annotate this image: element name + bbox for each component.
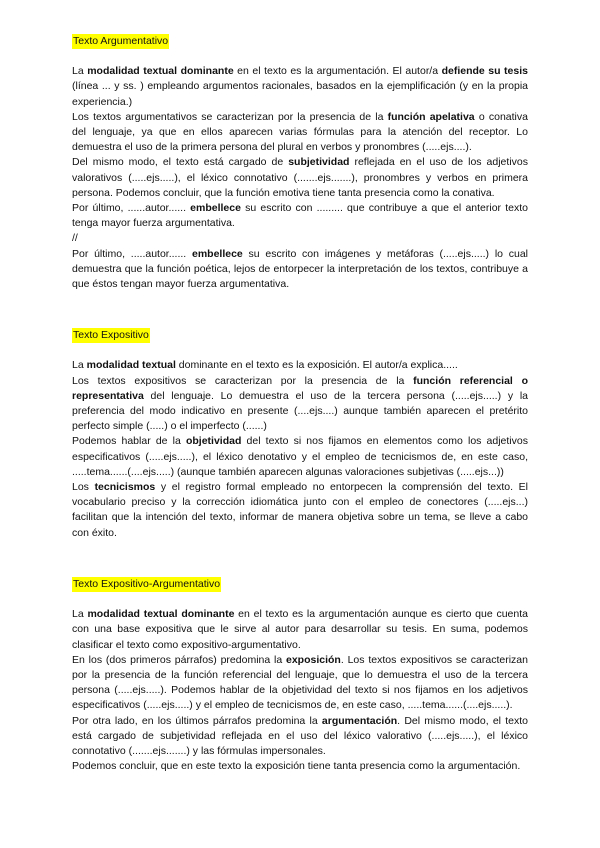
text-run: // bbox=[72, 232, 78, 245]
text-run: y el registro formal empleado no entorpecen la comprensión del texto. El vocabulario preciso y la corrección idiomática junto con el empleo de conectores (.....ejs...) facilitan que la intención del texto, informar de manera objetiva sobre un tema, se lleve a cabo con éxito. bbox=[72, 481, 528, 539]
text-run: reflejada en el uso de los adjetivos valorativos (.....ejs.....), el léxico connotativo (.......ejs.......), pronombres y verbos en primera persona. Podemos concluir, que la función emotiva tiene tanta presencia como la conativa. bbox=[72, 156, 528, 199]
bold-term: objetividad bbox=[185, 435, 242, 448]
text-run: . Los textos expositivos se caracterizan por la presencia de la función referencial del lenguaje, que lo demuestra el uso de la tercera persona (.....ejs.....). Podemos hablar de la objetividad del texto si nos fijamos en los adjetivos especificativos (.....ejs.....) y el empleo de tecnicismos de, en este caso, .....tema......(....ejs.....). bbox=[72, 653, 528, 712]
text-run: Por último, ......autor...... bbox=[72, 202, 191, 215]
section-heading: Texto Argumentativo bbox=[72, 34, 169, 49]
paragraph bbox=[72, 434, 528, 480]
section-body bbox=[72, 358, 528, 540]
section-heading: Texto Expositivo-Argumentativo bbox=[72, 577, 221, 592]
paragraph bbox=[72, 759, 528, 774]
paragraph bbox=[72, 374, 528, 435]
text-run: (línea ... y ss. ) empleando argumentos racionales, basados en la ejemplificación (y en la propia experiencia.) bbox=[72, 80, 528, 108]
paragraph bbox=[72, 155, 528, 201]
paragraph bbox=[72, 110, 528, 156]
text-run: Podemos hablar de la bbox=[72, 435, 186, 448]
text-run: En los (dos primeros párrafos) predomina la bbox=[72, 653, 286, 666]
section-expositivo bbox=[72, 328, 528, 541]
text-run: del lenguaje. Lo demuestra el uso de la tercera persona (.....ejs.....) y la preferencia del modo indicativo en presente (....ejs....) aunque también aparecen el pretérito perfecto simple (.....) o el imperfecto (......) bbox=[72, 389, 528, 433]
text-run: en el texto es la argumentación aunque es cierto que cuenta con una base expositiva que le sirve al autor para desarrollar su tesis. En suma, podemos clasificar el texto como expositivo-argumentativo. bbox=[72, 608, 528, 651]
bold-term: subjetividad bbox=[288, 156, 350, 169]
paragraph bbox=[72, 480, 528, 541]
paragraph bbox=[72, 607, 528, 653]
section-heading: Texto Expositivo bbox=[72, 328, 150, 343]
text-run: Podemos concluir, que en este texto la exposición tiene tanta presencia como la argumentación. bbox=[72, 760, 521, 773]
text-run: La bbox=[72, 359, 87, 372]
text-run: Por otra lado, en los últimos párrafos predomina la bbox=[72, 714, 322, 727]
text-run: . Del mismo modo, el texto está cargado de subjetividad reflejada en el uso del léxico valorativo (.....ejs.....), el léxico connotativo (.......ejs.......) y las fórmulas impersonales. bbox=[72, 714, 529, 757]
bold-term: modalidad textual dominante bbox=[87, 608, 235, 621]
section-body bbox=[72, 607, 528, 774]
text-run: su escrito con imágenes y metáforas (.....ejs.....) lo cual demuestra que la función poética, lejos de entorpecer la interpretación de los textos, contribuye a que éstos tengan mayor fuerza argumentativa. bbox=[72, 247, 529, 291]
paragraph bbox=[72, 247, 528, 293]
bold-term: embellece bbox=[191, 247, 243, 260]
paragraph bbox=[72, 64, 528, 110]
bold-term: defiende su tesis bbox=[441, 65, 528, 78]
bold-term: embellece bbox=[190, 202, 241, 215]
bold-term: modalidad textual dominante bbox=[87, 65, 234, 78]
paragraph bbox=[72, 358, 528, 373]
paragraph bbox=[72, 653, 528, 714]
text-run: Los textos argumentativos se caracterizan por la presencia de la bbox=[72, 110, 388, 123]
bold-term: modalidad textual bbox=[86, 359, 176, 372]
text-run: dominante en el texto es la exposición. El autor/a explica..... bbox=[175, 359, 458, 372]
text-run: Los textos expositivos se caracterizan por la presencia de la bbox=[72, 374, 414, 387]
section-argumentativo bbox=[72, 34, 528, 292]
text-run: Del mismo modo, el texto está cargado de bbox=[72, 156, 289, 169]
bold-term: función apelativa bbox=[387, 110, 475, 123]
text-run: La bbox=[72, 608, 88, 621]
bold-term: exposición bbox=[286, 653, 341, 666]
section-expositivo-argumentativo bbox=[72, 577, 528, 774]
bold-term: tecnicismos bbox=[94, 481, 156, 494]
bold-term: función referencial o representativa bbox=[72, 374, 528, 402]
section-body bbox=[72, 64, 528, 292]
text-run: La bbox=[72, 65, 88, 78]
document-page bbox=[72, 34, 528, 810]
bold-term: argumentación bbox=[321, 714, 398, 727]
paragraph bbox=[72, 201, 528, 231]
paragraph bbox=[72, 714, 528, 760]
paragraph bbox=[72, 231, 528, 246]
text-run: del texto si nos fijamos en elementos como los adjetivos especificativos (.....ejs.....), el léxico denotativo y el empleo de tecnicismos de, en este caso, .....tema......(....ejs.....) (aunque también aparecen algunas valoraciones subjetivas (.....ejs...)) bbox=[72, 435, 528, 478]
text-run: Por último, .....autor...... bbox=[72, 247, 192, 260]
text-run: o conativa del lenguaje, ya que en ellos aparecen varias fórmulas para la atención del receptor. Lo demuestra el uso de la primera persona del plural en verbos y pronombres (.....ejs....). bbox=[72, 110, 528, 154]
text-run: su escrito con ......... que contribuye a que el anterior texto tenga mayor fuerza argumentativa. bbox=[72, 202, 528, 230]
text-run: Los bbox=[72, 481, 95, 494]
text-run: en el texto es la argumentación. El autor/a bbox=[233, 65, 442, 78]
